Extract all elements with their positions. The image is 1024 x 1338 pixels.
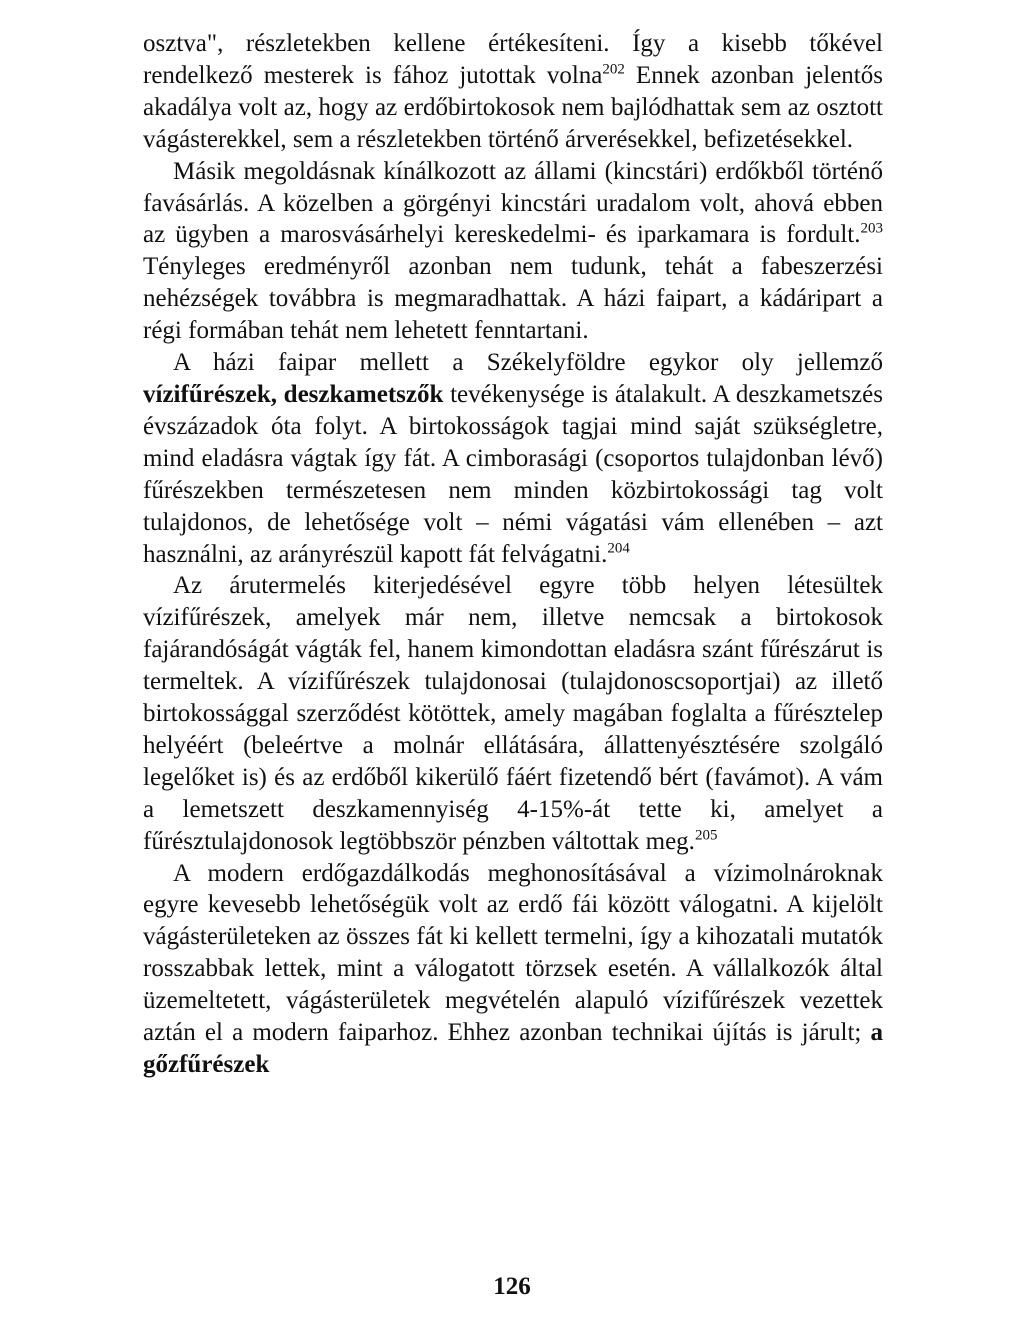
text-run: A modern erdőgazdálkodás meghonosításával a vízimolnároknak egyre kevesebb lehetőségük volt az erdő fái között válogatni. A kijelölt vágásterületeken az összes fát ki kellett termelni, így a kihozatali mutatók rosszabbak lettek, mint a válogatott törzsek esetén. A vállalkozók által üzemeltetett, vágásterületek megvételén alapuló vízifűrészek vezettek aztán el a modern faiparhoz. Ehhez azonban technikai újítás is járult; (143, 859, 883, 1047)
page-number: 126 (493, 1273, 531, 1300)
text-run: Ennek azonban jelentős akadálya volt az, hogy az erdőbirtokosok nem bajlódhattak sem az osztott vágásterekkel, sem a részletekben történő árverésekkel, befizetésekkel. (143, 61, 883, 153)
paragraph-4 (143, 570, 883, 857)
footnote-ref: 202 (602, 61, 625, 78)
text-run: Tényleges eredményről azonban nem tudunk, tehát a fabeszerzési nehézségek továbbra is megmaradhattak. A házi faipart, a kádáripart a régi formában tehát nem lehetett fenntartani. (143, 253, 883, 345)
paragraph-3 (143, 347, 883, 570)
text-run: A házi faipar mellett a Székelyföldre egykor oly jellemző (173, 349, 883, 377)
text-run: tevékenysége is átalakult. A deszkametszés évszázadok óta folyt. A birtokosságok tagjai mind saját szükségletre, mind eladásra vágtak így fát. A cimborasági (csoportos tulajdonban lévő) fűrészekben természetesen nem minden közbirtokossági tag volt tulajdonos, de lehetősége volt – némi vágatási vám ellenében – azt használni, az arányrészül kapott fát felvágatni. (143, 380, 883, 568)
text-run: osztva", részletekben kellene értékesíteni. Így a kisebb tőkével rendelkező mesterek is fához jutottak volna (143, 30, 883, 89)
footnote-ref: 204 (607, 540, 630, 557)
paragraph-5 (143, 858, 883, 1081)
paragraph-2 (143, 156, 883, 347)
bold-term: a gőzfűrészek (143, 1019, 883, 1078)
page-body (143, 28, 883, 1081)
text-run: Másik megoldásnak kínálkozott az állami (kincstári) erdőkből történő favásárlás. A közelben a görgényi kincstári uradalom volt, ahová ebben az ügyben a marosvásárhelyi kereskedelmi- és iparkamara is fordult. (143, 157, 883, 249)
bold-term: vízifűrészek, deszkametszők (143, 380, 444, 408)
text-run: Az árutermelés kiterjedésével egyre több helyen létesültek vízifűrészek, amelyek már nem, illetve nemcsak a birtokosok fajárandóságát vágták fel, hanem kimondottan eladásra szánt fűrészárut is termeltek. A vízifűrészek tulajdonosai (tulajdonoscsoportjai) az illető birtokossággal szerződést kötöttek, amely magában foglalta a fűrésztelep helyéért (beleértve a molnár ellátására, állattenyésztésére szolgáló legelőket is) és az erdőből kikerülő fáért fizetendő bért (favámot). A vám a lemetszett deszkamennyiség 4-15%-át tette ki, amelyet a fűrésztulajdonosok legtöbbször pénzben váltottak meg. (143, 572, 883, 855)
paragraph-1 (143, 28, 883, 156)
footnote-ref: 203 (860, 221, 883, 238)
footnote-ref: 205 (694, 827, 718, 844)
